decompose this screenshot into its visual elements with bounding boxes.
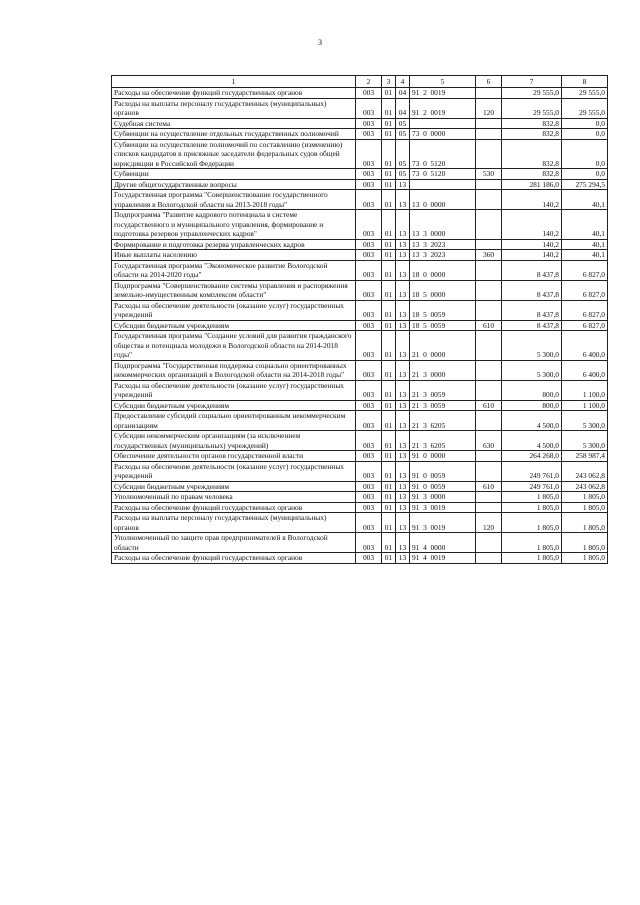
table-row <box>112 239 608 250</box>
table-row <box>112 250 608 261</box>
header-cell-2: 2 <box>356 76 382 88</box>
section-code-cell: 003 <box>356 451 382 462</box>
expense-type-cell <box>476 280 502 300</box>
amount-col7-cell: 264 268,0 <box>502 451 562 462</box>
target-article-cell: 18 5 0059 <box>410 300 476 320</box>
header-cell-1: 1 <box>112 76 356 88</box>
table-row <box>112 139 608 169</box>
subsection-code-cell: 05 <box>396 139 410 169</box>
section-code-cell: 003 <box>356 533 382 553</box>
amount-col7-cell: 140,2 <box>502 250 562 261</box>
section-code-cell: 003 <box>356 481 382 492</box>
chapter-code-cell: 01 <box>382 300 396 320</box>
table-row <box>112 331 608 361</box>
amount-col7-cell: 8 437,8 <box>502 320 562 331</box>
row-name-cell: Расходы на обеспечение функций государственных органов <box>112 88 356 99</box>
chapter-code-cell: 01 <box>382 400 396 411</box>
table-row <box>112 129 608 140</box>
row-name-cell: Подпрограмма "Развитие кадрового потенциала в системе государственного и муниципального управления, формирование и подготовка резервов управленческих кадров" <box>112 210 356 240</box>
section-code-cell: 003 <box>356 239 382 250</box>
amount-col8-cell: 1 100,0 <box>562 380 608 400</box>
row-name-cell: Расходы на обеспечение деятельности (оказание услуг) государственных учреждений <box>112 461 356 481</box>
chapter-code-cell: 01 <box>382 431 396 451</box>
expense-type-cell <box>476 461 502 481</box>
table-row <box>112 210 608 240</box>
subsection-code-cell: 05 <box>396 169 410 180</box>
target-article-cell <box>410 179 476 190</box>
amount-col7-cell: 5 300,0 <box>502 331 562 361</box>
amount-col7-cell: 832,8 <box>502 118 562 129</box>
target-article-cell <box>410 118 476 129</box>
amount-col7-cell: 1 805,0 <box>502 513 562 533</box>
row-name-cell: Субвенции на осуществление отдельных государственных полномочий <box>112 129 356 140</box>
expense-type-cell <box>476 210 502 240</box>
row-name-cell: Другие общегосударственные вопросы <box>112 179 356 190</box>
amount-col7-cell: 8 437,8 <box>502 300 562 320</box>
amount-col8-cell: 6 827,0 <box>562 280 608 300</box>
table-row <box>112 481 608 492</box>
table-row <box>112 98 608 118</box>
row-name-cell: Расходы на обеспечение функций государственных органов <box>112 502 356 513</box>
subsection-code-cell: 13 <box>396 360 410 380</box>
subsection-code-cell: 13 <box>396 210 410 240</box>
amount-col8-cell: 0,0 <box>562 139 608 169</box>
row-name-cell: Субсидии бюджетным учреждениям <box>112 320 356 331</box>
target-article-cell: 13 3 2023 <box>410 250 476 261</box>
amount-col8-cell: 5 300,0 <box>562 431 608 451</box>
target-article-cell: 13 3 0000 <box>410 210 476 240</box>
subsection-code-cell: 13 <box>396 502 410 513</box>
amount-col8-cell: 6 827,0 <box>562 300 608 320</box>
amount-col7-cell: 832,8 <box>502 129 562 140</box>
section-code-cell: 003 <box>356 553 382 564</box>
amount-col7-cell: 5 300,0 <box>502 360 562 380</box>
amount-col7-cell: 140,2 <box>502 239 562 250</box>
expense-type-cell <box>476 88 502 99</box>
subsection-code-cell: 13 <box>396 431 410 451</box>
subsection-code-cell: 04 <box>396 88 410 99</box>
amount-col7-cell: 800,0 <box>502 380 562 400</box>
table-row <box>112 502 608 513</box>
expense-type-cell <box>476 502 502 513</box>
amount-col7-cell: 140,2 <box>502 210 562 240</box>
target-article-cell: 21 3 6205 <box>410 431 476 451</box>
row-name-cell: Государственная программа "Экономическое развитие Вологодской области на 2014-2020 годы" <box>112 260 356 280</box>
section-code-cell: 003 <box>356 400 382 411</box>
target-article-cell: 18 5 0059 <box>410 320 476 331</box>
chapter-code-cell: 01 <box>382 118 396 129</box>
row-name-cell: Субсидии бюджетным учреждениям <box>112 400 356 411</box>
header-cell-3: 3 <box>382 76 396 88</box>
target-article-cell: 21 3 6205 <box>410 411 476 431</box>
subsection-code-cell: 13 <box>396 280 410 300</box>
subsection-code-cell: 13 <box>396 331 410 361</box>
table-row <box>112 320 608 331</box>
row-name-cell: Расходы на выплаты персоналу государственных (муниципальных) органов <box>112 513 356 533</box>
section-code-cell: 003 <box>356 118 382 129</box>
subsection-code-cell: 13 <box>396 380 410 400</box>
table-row <box>112 260 608 280</box>
expense-type-cell <box>476 451 502 462</box>
amount-col7-cell: 8 437,8 <box>502 280 562 300</box>
amount-col8-cell: 1 805,0 <box>562 533 608 553</box>
section-code-cell: 003 <box>356 250 382 261</box>
row-name-cell: Субвенции <box>112 169 356 180</box>
amount-col8-cell: 29 555,0 <box>562 88 608 99</box>
section-code-cell: 003 <box>356 513 382 533</box>
expense-type-cell <box>476 118 502 129</box>
expense-type-cell <box>476 139 502 169</box>
subsection-code-cell: 13 <box>396 250 410 261</box>
amount-col7-cell: 29 555,0 <box>502 98 562 118</box>
header-cell-4: 4 <box>396 76 410 88</box>
amount-col7-cell: 800,0 <box>502 400 562 411</box>
row-name-cell: Расходы на выплаты персоналу государственных (муниципальных) органов <box>112 98 356 118</box>
target-article-cell: 73 0 5120 <box>410 169 476 180</box>
target-article-cell: 91 4 0000 <box>410 533 476 553</box>
amount-col8-cell: 6 827,0 <box>562 260 608 280</box>
target-article-cell: 13 3 2023 <box>410 239 476 250</box>
row-name-cell: Подпрограмма "Государственная поддержка социально ориентированных некоммерческих организаций в Вологодской области на 2014-2018 годы" <box>112 360 356 380</box>
target-article-cell: 91 0 0000 <box>410 451 476 462</box>
row-name-cell: Уполномоченный по правам человека <box>112 492 356 503</box>
subsection-code-cell: 13 <box>396 179 410 190</box>
row-name-cell: Государственная программа "Создание условий для развития гражданского общества и потенциала молодежи в Вологодской области на 2014-2018 годы" <box>112 331 356 361</box>
expense-type-cell <box>476 190 502 210</box>
subsection-code-cell: 13 <box>396 300 410 320</box>
amount-col8-cell: 40,1 <box>562 210 608 240</box>
table-row <box>112 179 608 190</box>
amount-col7-cell: 8 437,8 <box>502 260 562 280</box>
amount-col8-cell: 6 400,0 <box>562 360 608 380</box>
expense-type-cell: 120 <box>476 513 502 533</box>
table-row <box>112 461 608 481</box>
chapter-code-cell: 01 <box>382 360 396 380</box>
table-row <box>112 190 608 210</box>
section-code-cell: 003 <box>356 300 382 320</box>
row-name-cell: Расходы на обеспечение функций государственных органов <box>112 553 356 564</box>
chapter-code-cell: 01 <box>382 513 396 533</box>
chapter-code-cell: 01 <box>382 411 396 431</box>
row-name-cell: Государственная программа "Совершенствование государственного управления в Вологодской области на 2013-2018 годы" <box>112 190 356 210</box>
section-code-cell: 003 <box>356 320 382 331</box>
subsection-code-cell: 13 <box>396 411 410 431</box>
header-cell-6: 6 <box>476 76 502 88</box>
table-row <box>112 380 608 400</box>
section-code-cell: 003 <box>356 331 382 361</box>
chapter-code-cell: 01 <box>382 179 396 190</box>
amount-col7-cell: 140,2 <box>502 190 562 210</box>
subsection-code-cell: 13 <box>396 239 410 250</box>
expense-type-cell: 360 <box>476 250 502 261</box>
amount-col7-cell: 281 186,0 <box>502 179 562 190</box>
target-article-cell: 91 3 0000 <box>410 492 476 503</box>
chapter-code-cell: 01 <box>382 190 396 210</box>
chapter-code-cell: 01 <box>382 451 396 462</box>
chapter-code-cell: 01 <box>382 492 396 503</box>
subsection-code-cell: 13 <box>396 260 410 280</box>
chapter-code-cell: 01 <box>382 320 396 331</box>
target-article-cell: 21 3 0059 <box>410 400 476 411</box>
amount-col8-cell: 40,1 <box>562 190 608 210</box>
target-article-cell: 18 0 0000 <box>410 260 476 280</box>
amount-col8-cell: 1 100,0 <box>562 400 608 411</box>
chapter-code-cell: 01 <box>382 139 396 169</box>
table-row <box>112 451 608 462</box>
target-article-cell: 91 4 0019 <box>410 553 476 564</box>
row-name-cell: Предоставление субсидий социально ориентированным некоммерческим организациям <box>112 411 356 431</box>
amount-col7-cell: 1 805,0 <box>502 502 562 513</box>
table-row <box>112 169 608 180</box>
target-article-cell: 91 0 0059 <box>410 461 476 481</box>
amount-col7-cell: 1 805,0 <box>502 492 562 503</box>
expense-type-cell <box>476 239 502 250</box>
amount-col8-cell: 6 827,0 <box>562 320 608 331</box>
chapter-code-cell: 01 <box>382 250 396 261</box>
expense-type-cell <box>476 533 502 553</box>
expense-type-cell: 120 <box>476 98 502 118</box>
row-name-cell: Расходы на обеспечение деятельности (оказание услуг) государственных учреждений <box>112 300 356 320</box>
chapter-code-cell: 01 <box>382 331 396 361</box>
section-code-cell: 003 <box>356 210 382 240</box>
amount-col7-cell: 832,8 <box>502 139 562 169</box>
chapter-code-cell: 01 <box>382 210 396 240</box>
target-article-cell: 21 3 0059 <box>410 380 476 400</box>
row-name-cell: Субсидии бюджетным учреждениям <box>112 481 356 492</box>
target-article-cell: 73 0 0000 <box>410 129 476 140</box>
table-row <box>112 88 608 99</box>
subsection-code-cell: 13 <box>396 461 410 481</box>
target-article-cell: 91 3 0019 <box>410 513 476 533</box>
amount-col7-cell: 29 555,0 <box>502 88 562 99</box>
subsection-code-cell: 13 <box>396 513 410 533</box>
amount-col8-cell: 1 805,0 <box>562 492 608 503</box>
chapter-code-cell: 01 <box>382 169 396 180</box>
amount-col8-cell: 5 300,0 <box>562 411 608 431</box>
amount-col8-cell: 0,0 <box>562 169 608 180</box>
table-row <box>112 513 608 533</box>
amount-col8-cell: 1 805,0 <box>562 553 608 564</box>
expense-type-cell <box>476 492 502 503</box>
subsection-code-cell: 13 <box>396 451 410 462</box>
section-code-cell: 003 <box>356 461 382 481</box>
section-code-cell: 003 <box>356 431 382 451</box>
section-code-cell: 003 <box>356 129 382 140</box>
header-cell-8: 8 <box>562 76 608 88</box>
chapter-code-cell: 01 <box>382 98 396 118</box>
row-name-cell: Судебная система <box>112 118 356 129</box>
row-name-cell: Уполномоченный по защите прав предпринимателей в Вологодской области <box>112 533 356 553</box>
table-row <box>112 360 608 380</box>
amount-col8-cell: 258 987,4 <box>562 451 608 462</box>
target-article-cell: 73 0 5120 <box>410 139 476 169</box>
section-code-cell: 003 <box>356 260 382 280</box>
row-name-cell: Формирование и подготовка резерва управленческих кадров <box>112 239 356 250</box>
row-name-cell: Расходы на обеспечение деятельности (оказание услуг) государственных учреждений <box>112 380 356 400</box>
chapter-code-cell: 01 <box>382 533 396 553</box>
expense-type-cell <box>476 260 502 280</box>
target-article-cell: 13 0 0000 <box>410 190 476 210</box>
section-code-cell: 003 <box>356 88 382 99</box>
amount-col8-cell: 40,1 <box>562 239 608 250</box>
chapter-code-cell: 01 <box>382 461 396 481</box>
expense-type-cell <box>476 411 502 431</box>
amount-col7-cell: 4 500,0 <box>502 431 562 451</box>
section-code-cell: 003 <box>356 280 382 300</box>
table-row <box>112 280 608 300</box>
subsection-code-cell: 05 <box>396 118 410 129</box>
section-code-cell: 003 <box>356 98 382 118</box>
section-code-cell: 003 <box>356 179 382 190</box>
target-article-cell: 21 0 0000 <box>410 331 476 361</box>
chapter-code-cell: 01 <box>382 502 396 513</box>
page-number: 3 <box>318 38 322 47</box>
subsection-code-cell: 13 <box>396 553 410 564</box>
header-cell-7: 7 <box>502 76 562 88</box>
amount-col8-cell: 29 555,0 <box>562 98 608 118</box>
chapter-code-cell: 01 <box>382 88 396 99</box>
target-article-cell: 18 5 0000 <box>410 280 476 300</box>
chapter-code-cell: 01 <box>382 553 396 564</box>
amount-col8-cell: 40,1 <box>562 250 608 261</box>
table-row <box>112 553 608 564</box>
target-article-cell: 91 2 0019 <box>410 98 476 118</box>
row-name-cell: Подпрограмма "Совершенствование системы управления и распоряжения земельно-имущественным комплексом области" <box>112 280 356 300</box>
expense-type-cell <box>476 129 502 140</box>
expense-type-cell <box>476 553 502 564</box>
section-code-cell: 003 <box>356 360 382 380</box>
expense-type-cell: 610 <box>476 400 502 411</box>
subsection-code-cell: 13 <box>396 481 410 492</box>
amount-col8-cell: 1 805,0 <box>562 513 608 533</box>
subsection-code-cell: 04 <box>396 98 410 118</box>
subsection-code-cell: 13 <box>396 320 410 331</box>
expense-type-cell: 530 <box>476 169 502 180</box>
amount-col7-cell: 1 805,0 <box>502 553 562 564</box>
table-row <box>112 411 608 431</box>
table-row <box>112 400 608 411</box>
amount-col8-cell: 0,0 <box>562 118 608 129</box>
target-article-cell: 91 2 0019 <box>410 88 476 99</box>
subsection-code-cell: 13 <box>396 533 410 553</box>
section-code-cell: 003 <box>356 380 382 400</box>
header-cell-5: 5 <box>410 76 476 88</box>
amount-col8-cell: 243 062,8 <box>562 481 608 492</box>
table-row <box>112 492 608 503</box>
amount-col7-cell: 249 761,0 <box>502 481 562 492</box>
chapter-code-cell: 01 <box>382 280 396 300</box>
target-article-cell: 21 3 0000 <box>410 360 476 380</box>
section-code-cell: 003 <box>356 492 382 503</box>
section-code-cell: 003 <box>356 169 382 180</box>
row-name-cell: Иные выплаты населению <box>112 250 356 261</box>
expense-type-cell <box>476 331 502 361</box>
amount-col8-cell: 0,0 <box>562 129 608 140</box>
amount-col8-cell: 6 400,0 <box>562 331 608 361</box>
row-name-cell: Обеспечение деятельности органов государственной власти <box>112 451 356 462</box>
chapter-code-cell: 01 <box>382 481 396 492</box>
amount-col8-cell: 1 805,0 <box>562 502 608 513</box>
chapter-code-cell: 01 <box>382 129 396 140</box>
row-name-cell: Субсидии некоммерческим организациям (за исключением государственных (муниципальных) учреждений) <box>112 431 356 451</box>
section-code-cell: 003 <box>356 502 382 513</box>
expense-type-cell <box>476 179 502 190</box>
expense-type-cell <box>476 300 502 320</box>
amount-col7-cell: 832,8 <box>502 169 562 180</box>
expense-type-cell: 610 <box>476 481 502 492</box>
table-row <box>112 431 608 451</box>
expense-type-cell: 610 <box>476 320 502 331</box>
section-code-cell: 003 <box>356 139 382 169</box>
target-article-cell: 91 0 0059 <box>410 481 476 492</box>
table-row <box>112 533 608 553</box>
section-code-cell: 003 <box>356 190 382 210</box>
section-code-cell: 003 <box>356 411 382 431</box>
expense-type-cell <box>476 380 502 400</box>
chapter-code-cell: 01 <box>382 239 396 250</box>
amount-col8-cell: 243 062,8 <box>562 461 608 481</box>
chapter-code-cell: 01 <box>382 380 396 400</box>
subsection-code-cell: 05 <box>396 129 410 140</box>
header-row <box>112 76 608 88</box>
amount-col7-cell: 4 500,0 <box>502 411 562 431</box>
subsection-code-cell: 13 <box>396 400 410 411</box>
subsection-code-cell: 13 <box>396 492 410 503</box>
amount-col7-cell: 1 805,0 <box>502 533 562 553</box>
expense-type-cell: 630 <box>476 431 502 451</box>
target-article-cell: 91 3 0019 <box>410 502 476 513</box>
subsection-code-cell: 13 <box>396 190 410 210</box>
budget-table <box>111 75 608 564</box>
table-row <box>112 118 608 129</box>
amount-col7-cell: 249 761,0 <box>502 461 562 481</box>
row-name-cell: Субвенции на осуществление полномочий по составлению (изменению) списков кандидатов в присяжные заседатели федеральных судов общей юрисдикции в Российской Федерации <box>112 139 356 169</box>
expense-type-cell <box>476 360 502 380</box>
amount-col8-cell: 275 294,5 <box>562 179 608 190</box>
table-row <box>112 300 608 320</box>
chapter-code-cell: 01 <box>382 260 396 280</box>
